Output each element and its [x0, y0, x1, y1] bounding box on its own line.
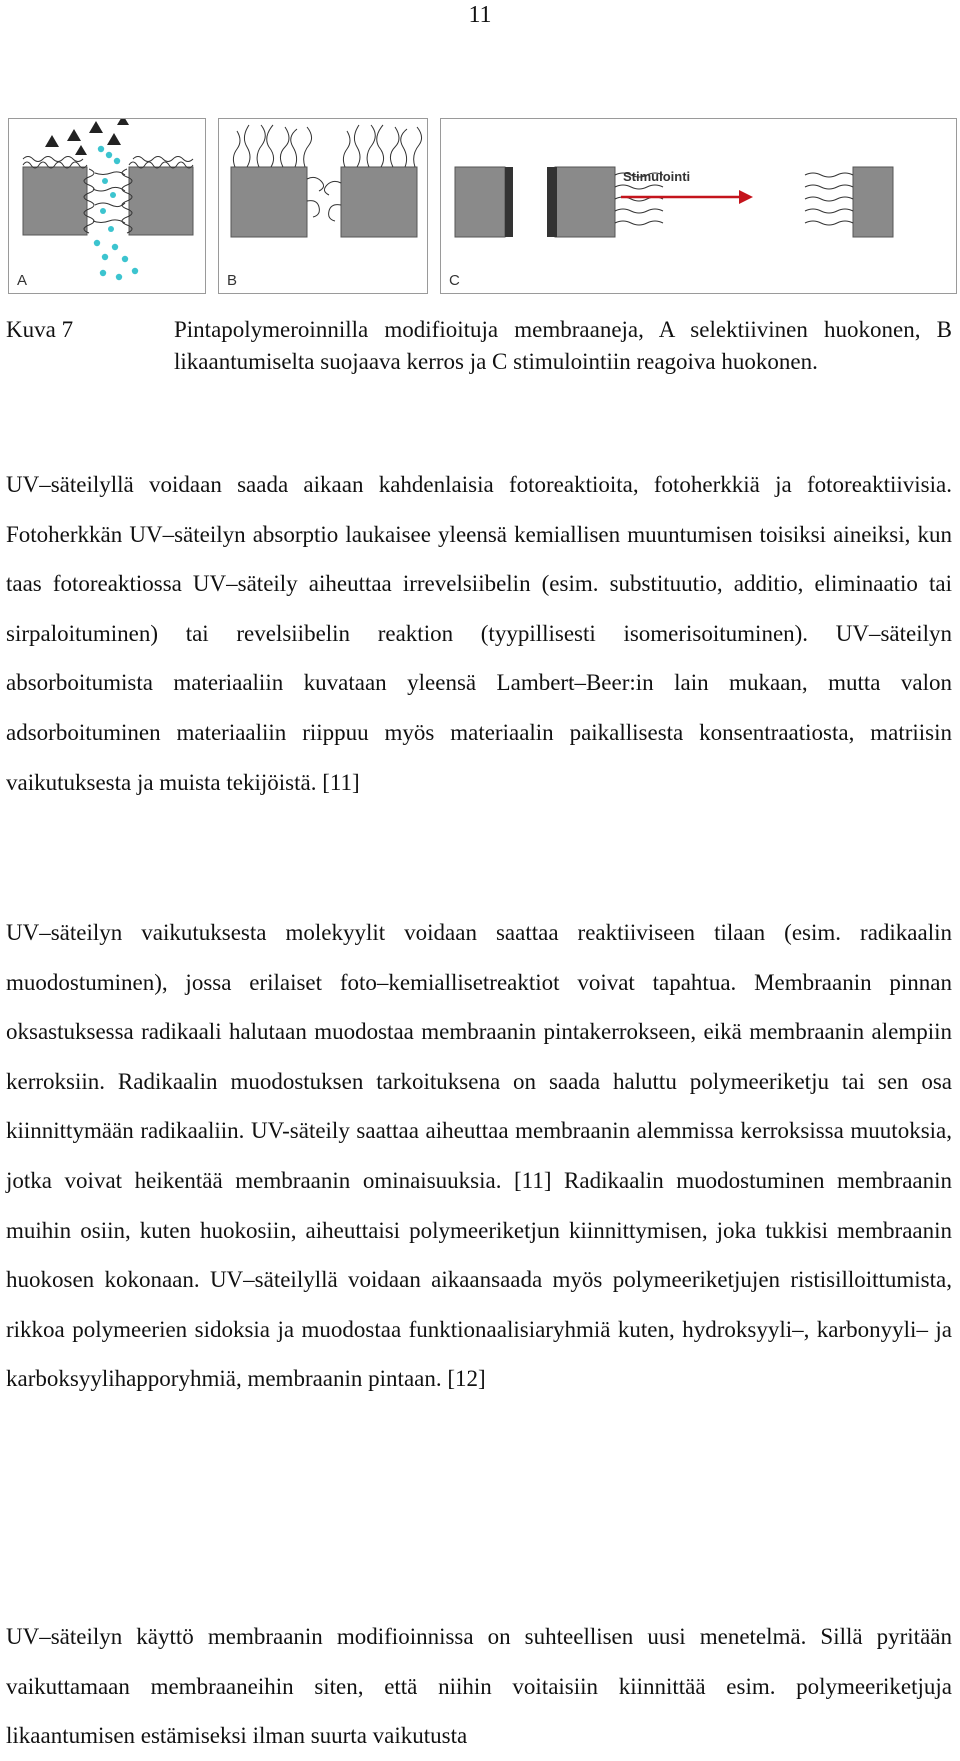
page-number: 11 [468, 2, 492, 28]
figure-panel-c [440, 118, 957, 294]
selective-pore-illustration [9, 119, 206, 294]
body-paragraph: UV–säteilyn käyttö membraanin modifioinnissa on suhteellisen uusi menetelmä. Sillä pyritään vaikuttamaan membraaneihin siten, että niihin voitaisiin kiinnittää esim. polymeeriketjuja likaantumisen estämiseksi ilman suurta vaikutusta [6, 1624, 952, 1749]
stimulation-arrow-label: Stimulointi [623, 169, 691, 184]
caption-label: Kuva 7 [6, 317, 74, 342]
figure-panel-b [218, 118, 428, 294]
body-paragraph: UV–säteilyn vaikutuksesta molekyylit voidaan saattaa reaktiiviseen tilaan (esim. radikaalin muodostuminen), jossa erilaiset foto–kemiallisetreaktiot voivat tapahtua. Membraanin pinnan oksastuksessa radikaali halutaan muodostaa membraanin pintakerrokseen, eikä membraanin alempiin kerroksiin. Radikaalin muodostuksen tarkoituksena on saada haluttu polymeeriketju tai sen osa kiinnittymään radikaaliin. UV-säteily saattaa aiheuttaa membraanin alemmissa kerroksissa muutoksia, jotka voivat heikentää membraanin ominaisuuksia. [11] Radikaalin muodostuminen membraanin muihin osiin, kuten huokosiin, aiheuttaisi polymeeriketjun kiinnittymisen, joka tukkisi membraanin huokosen kokonaan. UV–säteilyllä voidaan aikaansaada myös polymeeriketjujen ristisilloittumista, rikkoa polymeerien sidoksia ja muodostaa funktionaalisiaryhmiä kuten, hydroksyyli–, karbonyyli– ja karboksyylihapporyhmiä, membraanin pintaan. [12] [6, 920, 952, 1392]
figure-membrane-modifications [8, 118, 957, 296]
panel-c-label: C [449, 272, 460, 289]
body-paragraph: UV–säteilyllä voidaan saada aikaan kahdenlaisia fotoreaktioita, fotoherkkiä ja fotoreaktiivisia. Fotoherkkän UV–säteilyn absorptio laukaisee yleensä kemiallisen muuntumisen toisiksi aineiksi, kun taas fotoreaktiossa UV–säteily aiheuttaa irrevelsiibelin (esim. substituutio, additio, eliminaatio tai sirpaloituminen) tai revelsiibelin reaktion (tyypillisesti isomerisoituminen). UV–säteilyn absorboitumista materiaaliin kuvataan yleensä Lambert–Beer:in lain mukaan, mutta valon adsorboituminen materiaaliin riippuu myös materiaalin paikallisesta konsentraatiosta, matriisin vaikutuksesta ja muista tekijöistä. [11] [6, 472, 952, 795]
antifouling-layer-illustration [219, 119, 428, 294]
caption-text: Pintapolymeroinnilla modifioituja membraaneja, A selektiivinen huokonen, B likaantumiselta suojaava kerros ja C stimulointiin reagoiva huokonen. [174, 317, 952, 374]
panel-b-label: B [227, 272, 238, 289]
figure-panel-a [8, 118, 206, 294]
stimuli-responsive-pore-illustration [441, 119, 957, 294]
panel-a-label: A [17, 272, 28, 289]
